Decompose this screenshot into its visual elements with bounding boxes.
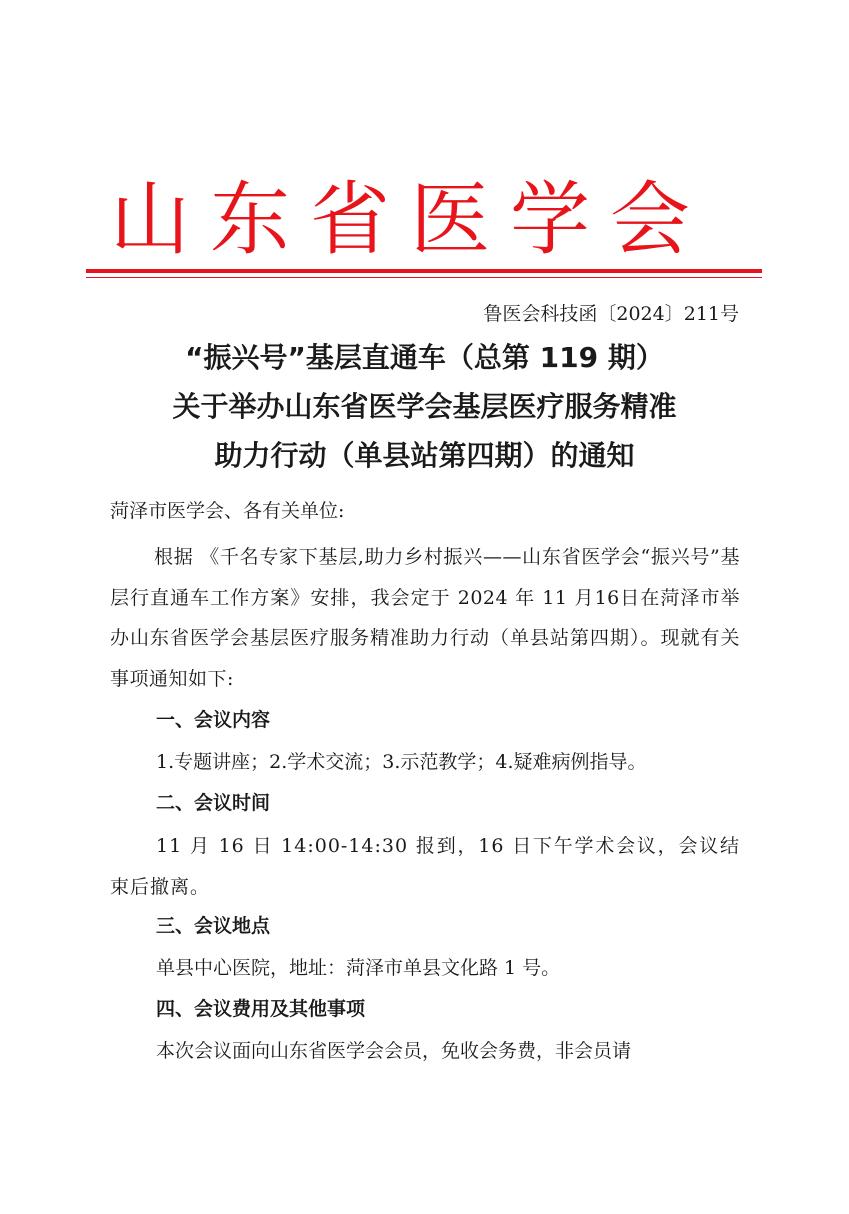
intro-paragraph: 根据 《千名专家下基层,助力乡村振兴——山东省医学会“振兴号”基层行直通车工作方案》安排，我会定于 2024 年 11 月16日在菏泽市举办山东省医学会基层医疗服务精准助力行动（单县站第四期）。现就有关事项通知如下:	[110, 546, 740, 690]
section-text-time: 11 月 16 日 14:00-14:30 报到，16 日下午学术会议，会议结束后撤离。	[110, 835, 740, 898]
section-text-venue: 单县中心医院，地址：菏泽市单县文化路 1 号。	[156, 957, 561, 979]
document-number: 鲁医会科技函〔2024〕211号	[483, 303, 739, 325]
organization-name: 山东省医学会	[110, 173, 710, 266]
section-heading-fees: 四、会议费用及其他事项	[156, 998, 366, 1020]
salutation: 菏泽市医学会、各有关单位:	[110, 500, 345, 522]
section-text-fees: 本次会议面向山东省医学会会员，免收会务费，非会员请	[156, 1040, 632, 1062]
header-red-rule-thick	[86, 269, 762, 273]
title-line-1: “振兴号”基层直通车（总第 119 期）	[185, 341, 664, 374]
title-line-2: 关于举办山东省医学会基层医疗服务精准	[172, 390, 677, 423]
section-heading-time: 二、会议时间	[156, 792, 271, 814]
section-heading-venue: 三、会议地点	[156, 915, 271, 937]
section-text-content: 1.专题讲座；2.学术交流；3.示范教学；4.疑难病例指导。	[156, 751, 647, 773]
section-heading-content: 一、会议内容	[156, 709, 271, 731]
title-line-3: 助力行动（单县站第四期）的通知	[214, 439, 635, 472]
header-red-rule-thin	[86, 277, 762, 278]
